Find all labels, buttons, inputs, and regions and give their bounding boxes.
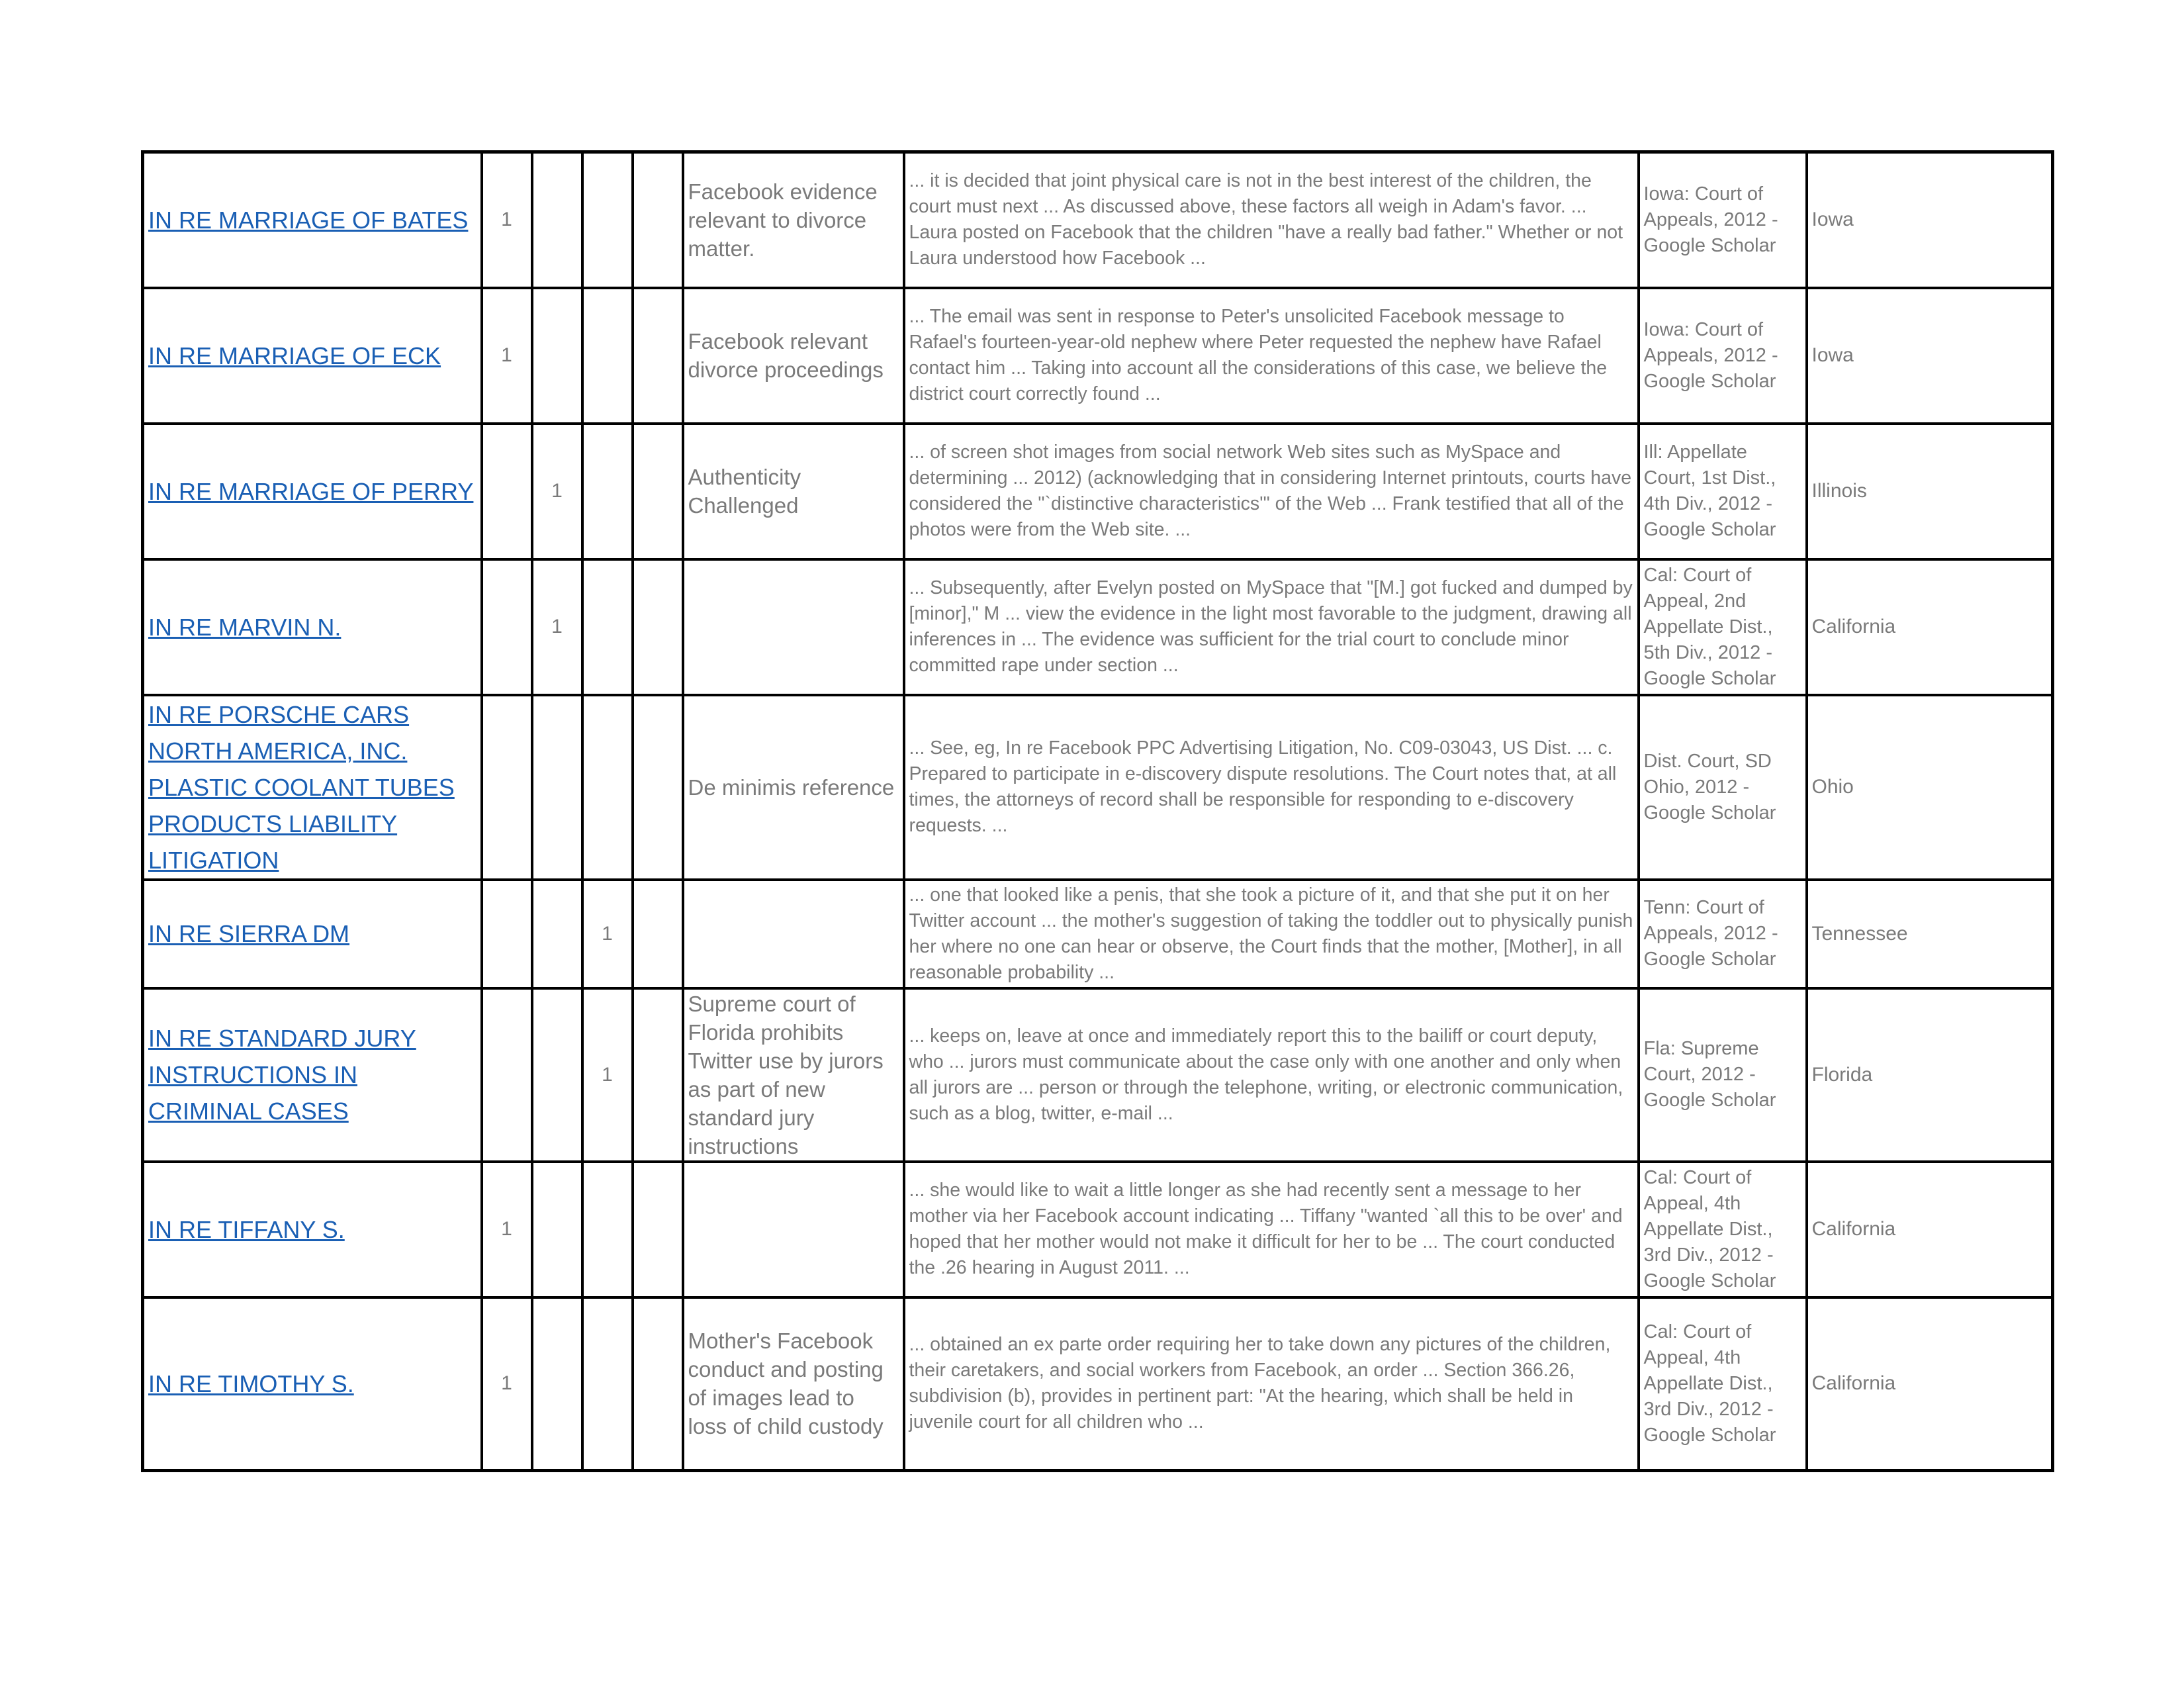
table-row [143, 288, 2053, 424]
count-cell-b [532, 695, 582, 880]
case-name-cell [143, 288, 482, 424]
case-link[interactable]: IN RE STANDARD JURY INSTRUCTIONS IN CRIMINAL CASES [148, 1025, 416, 1125]
count-cell-d [633, 695, 683, 880]
count-cell-c: 1 [582, 880, 633, 988]
count-cell-b [532, 880, 582, 988]
table-row [143, 695, 2053, 880]
case-name-cell [143, 695, 482, 880]
excerpt-cell: ... keeps on, leave at once and immediately report this to the bailiff or court deputy, who ... jurors must communicate about the case only with one another and only when all jurors are ... person or through the telephone, writing, or electronic communication, such as a blog, twitter, e-mail ... [904, 988, 1639, 1162]
source-cell: Iowa: Court of Appeals, 2012 - Google Scholar [1639, 152, 1807, 288]
state-cell: Ohio [1807, 695, 2053, 880]
issue-cell [683, 880, 904, 988]
source-cell: Fla: Supreme Court, 2012 - Google Scholar [1639, 988, 1807, 1162]
count-cell-a [482, 424, 532, 559]
count-cell-c [582, 695, 633, 880]
count-cell-c [582, 1162, 633, 1297]
count-cell-a [482, 559, 532, 695]
state-cell: Illinois [1807, 424, 2053, 559]
case-link[interactable]: IN RE PORSCHE CARS NORTH AMERICA, INC. PLASTIC COOLANT TUBES PRODUCTS LIABILITY LITIGATION [148, 700, 455, 874]
count-cell-d [633, 1297, 683, 1471]
count-cell-c: 1 [582, 988, 633, 1162]
count-cell-d [633, 988, 683, 1162]
table-row [143, 152, 2053, 288]
case-name-cell [143, 1297, 482, 1471]
count-cell-d [633, 288, 683, 424]
case-link[interactable]: IN RE MARVIN N. [148, 613, 341, 641]
excerpt-cell: ... The email was sent in response to Peter's unsolicited Facebook message to Rafael's fourteen-year-old nephew where Peter requested the nephew have Rafael contact him ... Taking into account all the considerations of this case, we believe the district court correctly found ... [904, 288, 1639, 424]
table-row [143, 559, 2053, 695]
excerpt-cell: ... it is decided that joint physical care is not in the best interest of the children, the court must next ... As discussed above, these factors all weigh in Adam's favor. ... Laura posted on Facebook that the children "have a really bad father." Whether or not Laura understood how Facebook ... [904, 152, 1639, 288]
count-cell-b [532, 288, 582, 424]
excerpt-cell: ... obtained an ex parte order requiring her to take down any pictures of the children, their caretakers, and social workers from Facebook, an order ... Section 366.26, subdivision (b), provides in pertinent part: "At the hearing, which shall be held in juvenile court for all children who ... [904, 1297, 1639, 1471]
count-cell-c [582, 559, 633, 695]
issue-cell: Authenticity Challenged [683, 424, 904, 559]
count-cell-b: 1 [532, 559, 582, 695]
source-cell: Ill: Appellate Court, 1st Dist., 4th Div., 2012 - Google Scholar [1639, 424, 1807, 559]
state-cell: California [1807, 1162, 2053, 1297]
table-row [143, 424, 2053, 559]
count-cell-b [532, 988, 582, 1162]
source-cell: Tenn: Court of Appeals, 2012 - Google Scholar [1639, 880, 1807, 988]
count-cell-d [633, 559, 683, 695]
count-cell-d [633, 1162, 683, 1297]
case-link[interactable]: IN RE TIMOTHY S. [148, 1370, 354, 1397]
count-cell-a: 1 [482, 152, 532, 288]
count-cell-a: 1 [482, 1297, 532, 1471]
issue-cell [683, 1162, 904, 1297]
source-cell: Cal: Court of Appeal, 4th Appellate Dist., 3rd Div., 2012 - Google Scholar [1639, 1162, 1807, 1297]
count-cell-c [582, 1297, 633, 1471]
table-row [143, 988, 2053, 1162]
state-cell: Florida [1807, 988, 2053, 1162]
excerpt-cell: ... of screen shot images from social network Web sites such as MySpace and determining ... 2012) (acknowledging that in considering Internet printouts, courts have considered the "`distinctive characteristics'" of the Web ... Frank testified that all of the photos were from the Web site. ... [904, 424, 1639, 559]
count-cell-c [582, 424, 633, 559]
count-cell-a: 1 [482, 1162, 532, 1297]
case-name-cell [143, 988, 482, 1162]
issue-cell: Facebook relevant divorce proceedings [683, 288, 904, 424]
case-link[interactable]: IN RE TIFFANY S. [148, 1215, 345, 1243]
case-name-cell [143, 880, 482, 988]
count-cell-a: 1 [482, 288, 532, 424]
case-link[interactable]: IN RE MARRIAGE OF BATES [148, 206, 469, 234]
state-cell: California [1807, 1297, 2053, 1471]
state-cell: Iowa [1807, 288, 2053, 424]
issue-cell: Facebook evidence relevant to divorce matter. [683, 152, 904, 288]
count-cell-c [582, 152, 633, 288]
source-cell: Dist. Court, SD Ohio, 2012 - Google Scholar [1639, 695, 1807, 880]
table-row [143, 1297, 2053, 1471]
count-cell-c [582, 288, 633, 424]
count-cell-b: 1 [532, 424, 582, 559]
count-cell-b [532, 152, 582, 288]
issue-cell [683, 559, 904, 695]
count-cell-b [532, 1162, 582, 1297]
count-cell-a [482, 695, 532, 880]
count-cell-d [633, 424, 683, 559]
case-link[interactable]: IN RE SIERRA DM [148, 920, 350, 947]
case-link[interactable]: IN RE MARRIAGE OF ECK [148, 342, 441, 369]
case-table [141, 150, 2054, 1472]
case-name-cell [143, 424, 482, 559]
source-cell: Cal: Court of Appeal, 4th Appellate Dist., 3rd Div., 2012 - Google Scholar [1639, 1297, 1807, 1471]
count-cell-a [482, 988, 532, 1162]
case-link[interactable]: IN RE MARRIAGE OF PERRY [148, 477, 474, 505]
excerpt-cell: ... she would like to wait a little longer as she had recently sent a message to her mother via her Facebook account indicating ... Tiffany "wanted `all this to be over' and hoped that her mother would not make it difficult for her to be ... The court conducted the .26 hearing in August 2011. ... [904, 1162, 1639, 1297]
source-cell: Iowa: Court of Appeals, 2012 - Google Scholar [1639, 288, 1807, 424]
case-name-cell [143, 152, 482, 288]
count-cell-a [482, 880, 532, 988]
issue-cell: Mother's Facebook conduct and posting of images lead to loss of child custody [683, 1297, 904, 1471]
table-row [143, 880, 2053, 988]
case-name-cell [143, 1162, 482, 1297]
issue-cell: Supreme court of Florida prohibits Twitter use by jurors as part of new standard jury instructions [683, 988, 904, 1162]
issue-cell: De minimis reference [683, 695, 904, 880]
count-cell-d [633, 152, 683, 288]
count-cell-d [633, 880, 683, 988]
count-cell-b [532, 1297, 582, 1471]
excerpt-cell: ... one that looked like a penis, that she took a picture of it, and that she put it on her Twitter account ... the mother's suggestion of taking the toddler out to physically punish her where no one can hear or observe, the Court finds that the mother, [Mother], in all reasonable probability ... [904, 880, 1639, 988]
state-cell: Iowa [1807, 152, 2053, 288]
excerpt-cell: ... Subsequently, after Evelyn posted on MySpace that "[M.] got fucked and dumped by [minor]," M ... view the evidence in the light most favorable to the judgment, drawing all inferences in ... The evidence was sufficient for the trial court to conclude minor committed rape under section ... [904, 559, 1639, 695]
source-cell: Cal: Court of Appeal, 2nd Appellate Dist., 5th Div., 2012 - Google Scholar [1639, 559, 1807, 695]
table-row [143, 1162, 2053, 1297]
state-cell: California [1807, 559, 2053, 695]
state-cell: Tennessee [1807, 880, 2053, 988]
excerpt-cell: ... See, eg, In re Facebook PPC Advertising Litigation, No. C09-03043, US Dist. ... c. Prepared to participate in e-discovery dispute resolutions. The Court notes that, at all times, the attorneys of record shall be responsible for responding to e-discovery requests. ... [904, 695, 1639, 880]
case-name-cell [143, 559, 482, 695]
